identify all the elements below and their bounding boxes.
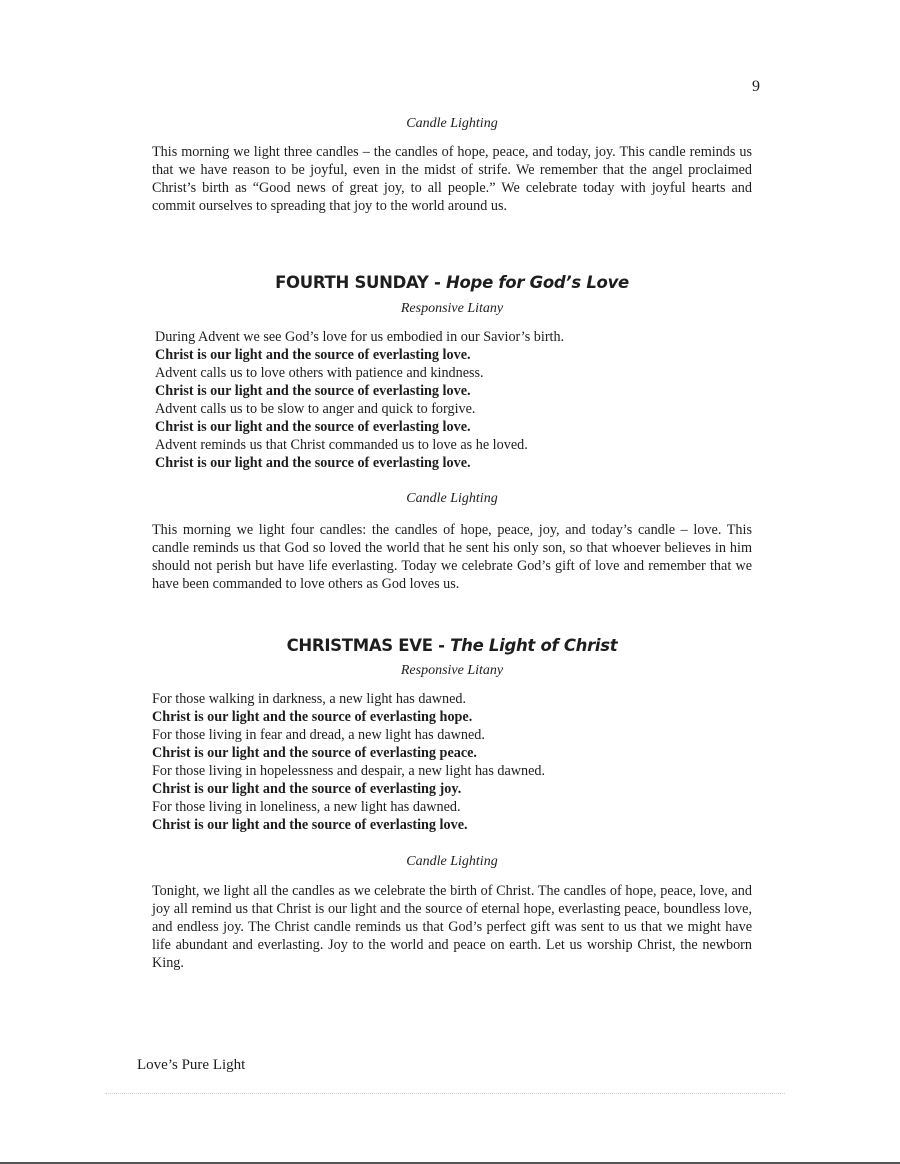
section-title-christmas-eve [152,636,752,655]
responsive-litany-heading: Responsive Litany [400,663,504,678]
litany-response: Christ is our light and the source of everlasting love. [155,419,471,435]
litany-line: For those living in loneliness, a new light has dawned. [152,799,461,815]
section-title-fourth-sunday [152,273,752,292]
candle-lighting-text: Tonight, we light all the candles as we celebrate the birth of Christ. The candles of hope, peace, love, and joy all remind us that Christ is our light and the source of eternal hope, everlasting peace, boundless love, and endless joy. The Christ candle reminds us that God’s perfect gift was sent to us that we might have life abundant and everlasting. Joy to the world and peace on earth. Let us worship Christ, the newborn King. [152,883,752,971]
section-title-separator: - [432,636,451,655]
litany-line: During Advent we see God’s love for us embodied in our Savior’s birth. [155,329,565,345]
responsive-litany-heading: Responsive Litany [400,301,504,316]
litany-response: Christ is our light and the source of everlasting love. [155,347,471,363]
section-title-main: FOURTH SUNDAY [275,273,429,292]
page-content [152,116,752,972]
footer-book-title: Love’s Pure Light [137,1057,246,1073]
page-number: 9 [752,78,760,95]
section-title-separator: - [428,273,447,292]
litany-line: For those living in fear and dread, a new light has dawned. [152,727,485,743]
candle-lighting-text: This morning we light three candles – the candles of hope, peace, and today, joy. This candle reminds us that we have reason to be joyful, even in the midst of strife. We remember that the angel proclaimed Christ’s birth as “Good news of great joy, to all people.” We celebrate today with joyful hearts and commit ourselves to spreading that joy to the world around us. [152,144,752,214]
candle-lighting-heading: Candle Lighting [406,116,498,131]
litany-line: For those living in hopelessness and despair, a new light has dawned. [152,763,546,779]
litany-line: Advent calls us to love others with patience and kindness. [155,365,484,381]
candle-lighting-text: This morning we light four candles: the candles of hope, peace, joy, and today’s candle – love. This candle reminds us that God so loved the world that he sent his only son, so that whoever believes in him should not perish but have life everlasting. Today we celebrate God’s gift of love and remember that we have been commanded to love others as God loves us. [152,522,752,592]
litany-line: Advent reminds us that Christ commanded us to love as he loved. [155,437,528,453]
litany-response: Christ is our light and the source of everlasting love. [152,817,468,833]
litany-response: Christ is our light and the source of everlasting love. [155,383,471,399]
section-title-subtitle: Hope for God’s Love [446,273,629,292]
candle-lighting-heading: Candle Lighting [406,491,498,506]
candle-lighting-heading: Candle Lighting [406,854,498,869]
footer-divider [105,1093,785,1094]
litany-response: Christ is our light and the source of everlasting peace. [152,745,477,761]
litany-response: Christ is our light and the source of everlasting joy. [152,781,462,797]
responsive-litany [152,690,752,834]
litany-line: Advent calls us to be slow to anger and quick to forgive. [155,401,476,417]
responsive-litany [155,328,752,472]
litany-response: Christ is our light and the source of everlasting hope. [152,709,473,725]
section-title-main: CHRISTMAS EVE [286,636,433,655]
section-title-subtitle: The Light of Christ [450,636,618,655]
litany-line: For those walking in darkness, a new light has dawned. [152,691,467,707]
litany-response: Christ is our light and the source of everlasting love. [155,455,471,471]
